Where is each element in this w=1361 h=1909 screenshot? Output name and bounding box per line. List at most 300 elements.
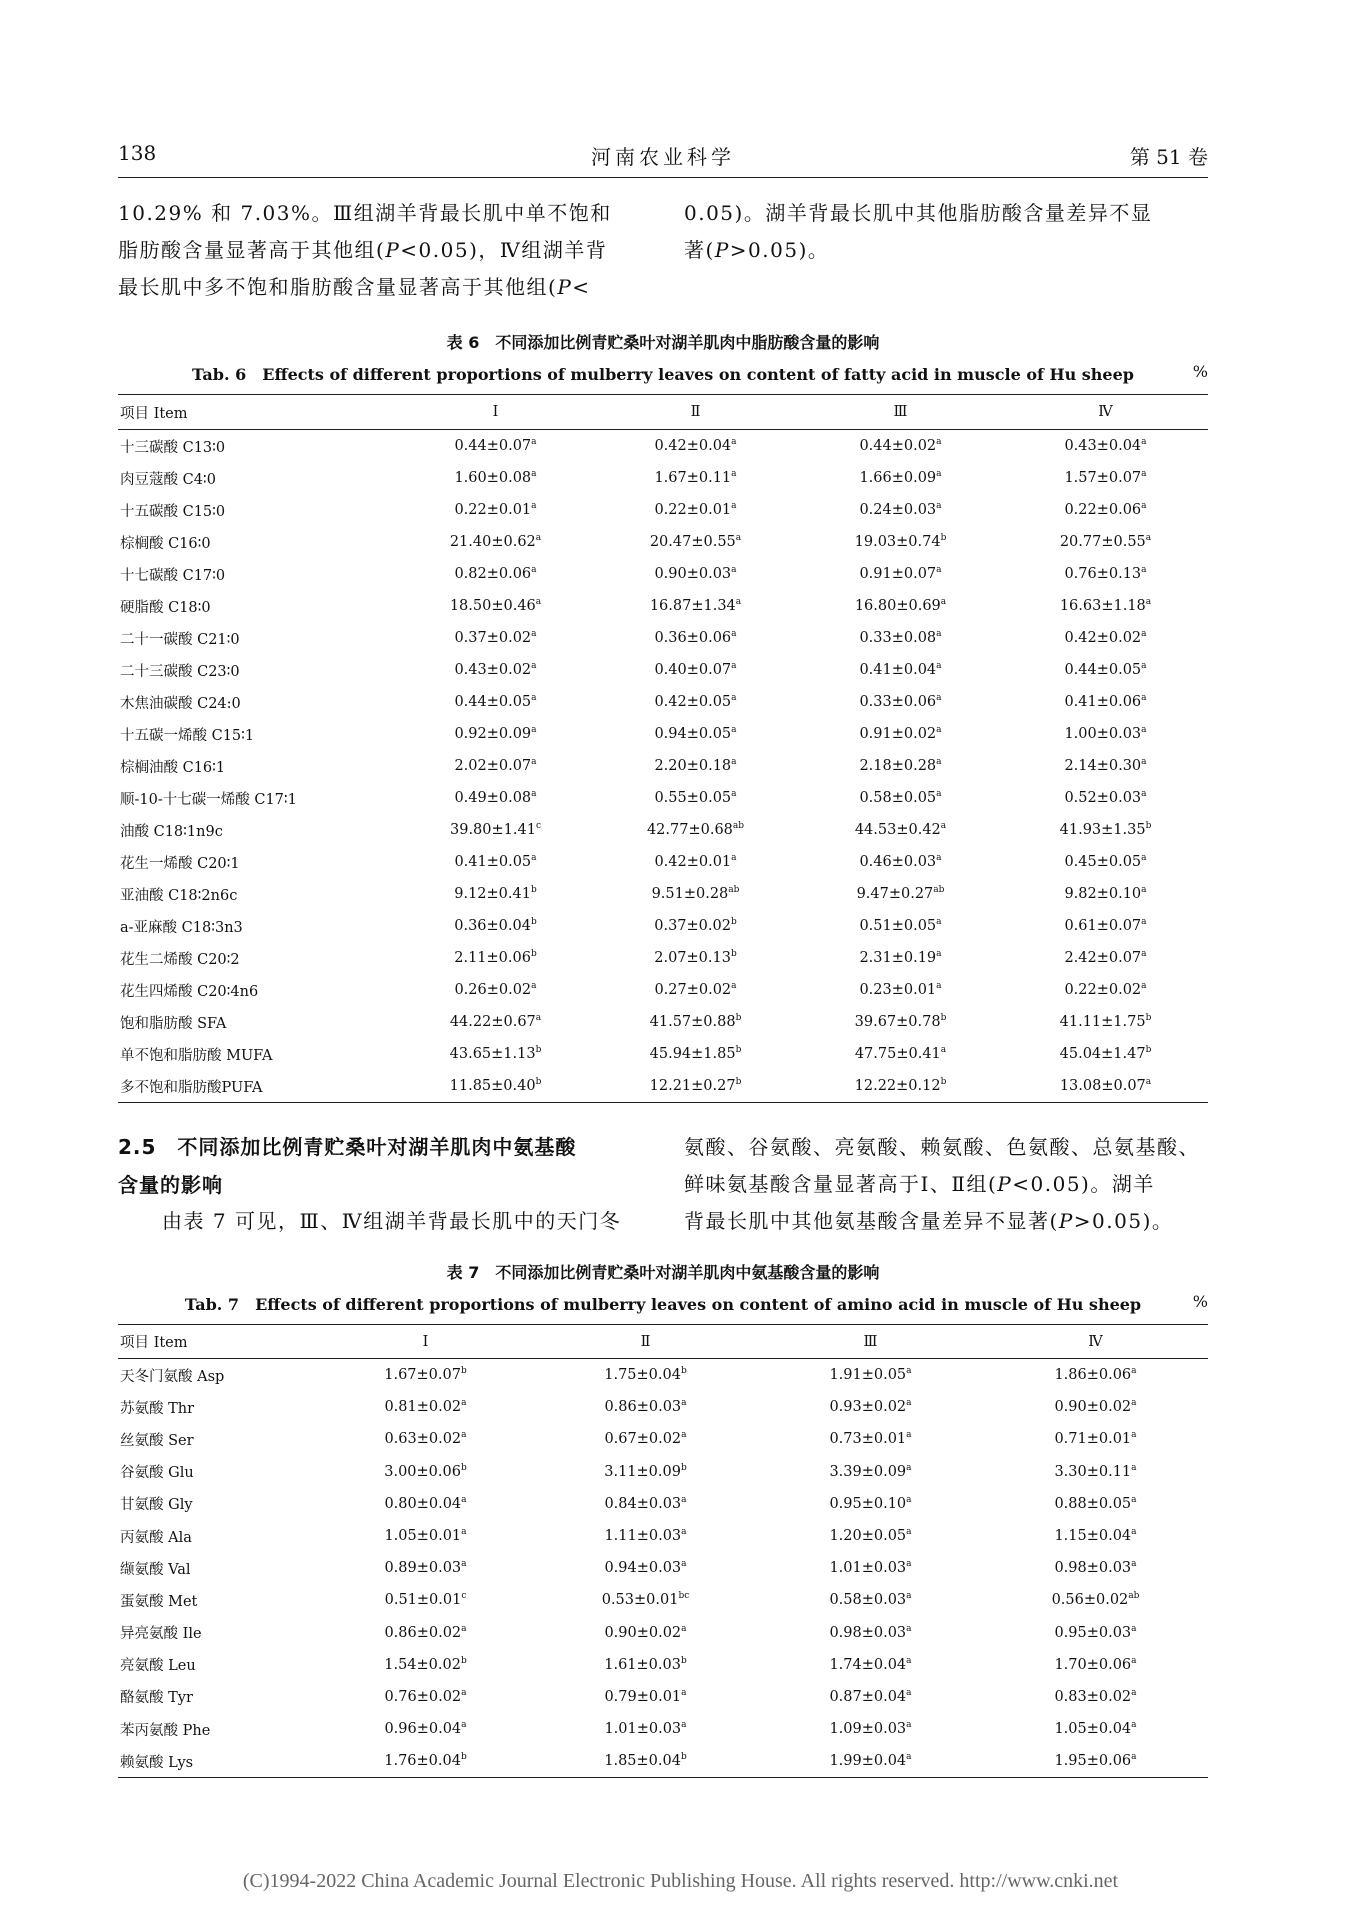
table-row: [118, 430, 1208, 463]
significance-letter: a: [1131, 1623, 1137, 1634]
column-header-item: 项目 Item: [118, 1325, 318, 1359]
value-cell: [318, 1552, 533, 1584]
significance-letter: a: [1141, 501, 1147, 511]
significance-letter: b: [460, 1655, 467, 1666]
significance-letter: a: [1141, 629, 1147, 639]
cell-value: 1.67±0.11: [654, 470, 732, 486]
cell-value: 44.53±0.42: [854, 822, 941, 838]
significance-letter: a: [1145, 1077, 1152, 1087]
cell-value: 0.67±0.02: [604, 1431, 682, 1448]
row-label: 酪氨酸 Tyr: [120, 1690, 193, 1707]
cell-value: 0.37±0.02: [454, 630, 532, 646]
significance-letter: b: [535, 1077, 542, 1087]
cell-value: 0.26±0.02: [454, 982, 532, 998]
value-cell: [798, 526, 1003, 558]
row-label: 单不饱和脂肪酸 MUFA: [120, 1047, 273, 1064]
significance-letter: a: [906, 1655, 912, 1666]
unit-label: %: [1192, 362, 1208, 381]
value-cell: [398, 718, 593, 750]
value-cell: [758, 1681, 983, 1713]
value-cell: [533, 1713, 758, 1745]
significance-letter: ab: [933, 885, 945, 895]
cell-value: 45.04±1.47: [1059, 1046, 1146, 1062]
cell-value: 12.21±0.27: [649, 1078, 736, 1094]
cell-value: 13.08±0.07: [1059, 1078, 1146, 1094]
value-cell: [758, 1520, 983, 1552]
significance-letter: a: [531, 437, 537, 447]
text-run: <0.05)，Ⅳ组湖羊背: [400, 238, 608, 262]
journal-title: 河南农业科学: [591, 145, 735, 169]
significance-letter: a: [731, 789, 737, 799]
cell-value: 0.91±0.02: [859, 726, 937, 742]
significance-letter: a: [1131, 1462, 1137, 1473]
cell-value: 0.36±0.04: [454, 918, 531, 934]
significance-letter: ab: [728, 885, 740, 895]
table7: [118, 1324, 1208, 1778]
significance-letter: a: [906, 1752, 912, 1763]
cell-value: 0.27±0.02: [654, 982, 732, 998]
row-label: 丝氨酸 Ser: [120, 1432, 194, 1449]
significance-letter: a: [731, 853, 737, 863]
cell-value: 16.80±0.69: [854, 598, 941, 614]
caption-text: Tab. 6 Effects of different proportions of mulberry leaves on content of fatty acid in muscle of Hu sheep: [192, 365, 1134, 384]
value-cell: [398, 782, 593, 814]
cell-value: 0.41±0.05: [454, 854, 532, 870]
cell-value: 0.44±0.05: [454, 694, 532, 710]
cell-value: 0.22±0.02: [1064, 982, 1142, 998]
value-cell: [983, 1520, 1208, 1552]
value-cell: [1003, 494, 1208, 526]
significance-letter: a: [461, 1430, 467, 1441]
table7-body: [118, 1359, 1208, 1778]
row-label: 十五碳一烯酸 C15∶1: [120, 727, 255, 744]
significance-letter: ab: [732, 821, 745, 831]
p-italic: P: [714, 238, 730, 262]
value-cell: [758, 1488, 983, 1520]
significance-letter: a: [940, 597, 947, 607]
significance-letter: a: [1141, 949, 1147, 959]
significance-letter: a: [731, 437, 737, 447]
cell-value: 0.55±0.05: [654, 790, 732, 806]
significance-letter: b: [1145, 1013, 1152, 1023]
table-row: [118, 494, 1208, 526]
value-cell: [593, 590, 798, 622]
cell-value: 1.05±0.04: [1054, 1721, 1132, 1738]
cell-value: 1.00±0.03: [1064, 726, 1142, 742]
text-run: <0.05)。湖羊: [1012, 1172, 1155, 1196]
value-cell: [318, 1617, 533, 1649]
value-cell: [983, 1713, 1208, 1745]
section-left-para: 由表 7 可见，Ⅲ、Ⅳ组湖羊背最长肌中的天门冬: [162, 1209, 622, 1233]
cell-value: 2.07±0.13: [654, 950, 731, 966]
row-label: 二十三碳酸 C23∶0: [120, 663, 240, 680]
cell-value: 0.37±0.02: [654, 918, 731, 934]
significance-letter: a: [1131, 1559, 1137, 1570]
value-cell: [533, 1423, 758, 1455]
significance-letter: b: [460, 1366, 467, 1377]
table-row: [118, 1649, 1208, 1681]
value-cell: [1003, 462, 1208, 494]
intro-line: 0.05)。湖羊背最长肌中其他脂肪酸含量差异不显: [684, 201, 1153, 225]
table-row: [118, 1617, 1208, 1649]
p-italic: P: [1058, 1209, 1074, 1233]
table-row: [118, 718, 1208, 750]
cell-value: 0.43±0.04: [1064, 438, 1142, 454]
value-cell: [398, 878, 593, 910]
cell-value: 9.12±0.41: [454, 886, 531, 902]
significance-letter: b: [1145, 1045, 1152, 1055]
header-row: [118, 1325, 1208, 1359]
cell-value: 0.94±0.03: [604, 1560, 682, 1577]
significance-letter: b: [680, 1655, 687, 1666]
value-cell: [593, 622, 798, 654]
cell-value: 1.57±0.07: [1064, 470, 1142, 486]
significance-letter: a: [1141, 885, 1147, 895]
cell-value: 0.81±0.02: [384, 1399, 462, 1416]
table6: [118, 394, 1208, 1103]
significance-letter: a: [906, 1494, 912, 1505]
table-row: [118, 1713, 1208, 1745]
significance-letter: b: [680, 1366, 687, 1377]
text-run: >0.05)。: [729, 238, 830, 262]
value-cell: [798, 750, 1003, 782]
cell-value: 1.66±0.09: [859, 470, 937, 486]
heading-line: 含量的影响: [118, 1173, 223, 1197]
significance-letter: a: [535, 597, 542, 607]
significance-letter: a: [461, 1623, 467, 1634]
significance-letter: ab: [1128, 1591, 1140, 1602]
value-cell: [593, 526, 798, 558]
cell-value: 1.54±0.02: [384, 1656, 461, 1673]
cell-value: 0.41±0.04: [859, 662, 937, 678]
value-cell: [798, 622, 1003, 654]
text-run: 著(: [684, 238, 715, 262]
value-cell: [983, 1423, 1208, 1455]
table7-caption-cn: 表 7 不同添加比例青贮桑叶对湖羊肌肉中氨基酸含量的影响: [446, 1263, 880, 1282]
value-cell: [1003, 654, 1208, 686]
cell-value: 20.47±0.55: [649, 534, 736, 550]
value-cell: [798, 846, 1003, 878]
value-cell: [593, 1038, 798, 1070]
significance-letter: b: [1145, 821, 1152, 831]
table-row: [118, 1488, 1208, 1520]
row-label: 蛋氨酸 Met: [120, 1593, 198, 1610]
column-header-group: Ⅳ: [1003, 395, 1208, 430]
value-cell: [1003, 718, 1208, 750]
intro-line: 10.29% 和 7.03%。Ⅲ组湖羊背最长肌中单不饱和: [118, 201, 612, 225]
cell-value: 0.90±0.02: [1054, 1399, 1132, 1416]
significance-letter: a: [731, 693, 737, 703]
value-cell: [398, 1038, 593, 1070]
column-header-group: Ⅱ: [593, 395, 798, 430]
significance-letter: a: [731, 469, 737, 479]
cell-value: 1.11±0.03: [604, 1528, 682, 1545]
significance-letter: b: [940, 1013, 947, 1023]
column-header-group: Ⅱ: [533, 1325, 758, 1359]
significance-letter: a: [731, 565, 737, 575]
significance-letter: a: [936, 437, 942, 447]
significance-letter: a: [461, 1720, 467, 1731]
value-cell: [398, 686, 593, 718]
table-row: [118, 1456, 1208, 1488]
significance-letter: a: [1141, 565, 1147, 575]
table-row: [118, 686, 1208, 718]
significance-letter: a: [531, 565, 537, 575]
cell-value: 0.43±0.02: [454, 662, 532, 678]
cell-value: 0.98±0.03: [829, 1624, 907, 1641]
cell-value: 20.77±0.55: [1059, 534, 1146, 550]
cell-value: 42.77±0.68: [646, 822, 733, 838]
significance-letter: a: [1145, 597, 1152, 607]
cell-value: 2.31±0.19: [859, 950, 937, 966]
cell-value: 43.65±1.13: [449, 1046, 536, 1062]
significance-letter: a: [531, 853, 537, 863]
row-label: 十三碳酸 C13∶0: [120, 439, 226, 456]
significance-letter: a: [531, 789, 537, 799]
value-cell: [758, 1423, 983, 1455]
cell-value: 1.76±0.04: [384, 1753, 461, 1770]
significance-letter: c: [535, 821, 541, 831]
cell-value: 9.47±0.27: [856, 886, 934, 902]
significance-letter: a: [1141, 661, 1147, 671]
value-cell: [398, 494, 593, 526]
value-cell: [758, 1584, 983, 1616]
cell-value: 1.67±0.07: [384, 1367, 461, 1384]
significance-letter: a: [936, 757, 942, 767]
value-cell: [798, 1038, 1003, 1070]
significance-letter: a: [936, 725, 942, 735]
cell-value: 9.51±0.28: [651, 886, 729, 902]
cell-value: 1.15±0.04: [1054, 1528, 1132, 1545]
cell-value: 0.22±0.01: [654, 502, 732, 518]
significance-letter: a: [681, 1623, 687, 1634]
significance-letter: a: [681, 1687, 687, 1698]
significance-letter: a: [1131, 1655, 1137, 1666]
table6-header: [118, 395, 1208, 430]
cell-value: 0.61±0.07: [1064, 918, 1142, 934]
table-row: [118, 878, 1208, 910]
value-cell: [318, 1649, 533, 1681]
table7-caption-en: [118, 1292, 1208, 1315]
value-cell: [398, 526, 593, 558]
value-cell: [318, 1745, 533, 1778]
section-heading: [118, 1128, 640, 1204]
cell-value: 0.82±0.06: [454, 566, 532, 582]
value-cell: [758, 1391, 983, 1423]
cell-value: 12.22±0.12: [854, 1078, 941, 1094]
cell-value: 3.11±0.09: [604, 1463, 681, 1480]
value-cell: [798, 1006, 1003, 1038]
value-cell: [398, 974, 593, 1006]
cell-value: 2.14±0.30: [1064, 758, 1142, 774]
value-cell: [318, 1584, 533, 1616]
cell-value: 0.42±0.02: [1064, 630, 1142, 646]
cell-value: 0.79±0.01: [604, 1688, 682, 1705]
significance-letter: a: [461, 1398, 467, 1409]
value-cell: [798, 814, 1003, 846]
cell-value: 0.88±0.05: [1054, 1495, 1132, 1512]
significance-letter: a: [531, 501, 537, 511]
intro-line: [118, 232, 640, 269]
significance-letter: a: [531, 981, 537, 991]
significance-letter: a: [936, 469, 942, 479]
row-label: 缬氨酸 Val: [120, 1561, 191, 1578]
cell-value: 0.36±0.06: [654, 630, 732, 646]
cell-value: 0.53±0.01: [601, 1592, 679, 1609]
text-run: <: [572, 275, 591, 299]
value-cell: [593, 750, 798, 782]
row-label: 亚油酸 C18∶2n6c: [120, 887, 238, 904]
value-cell: [798, 590, 1003, 622]
value-cell: [983, 1488, 1208, 1520]
significance-letter: a: [1141, 981, 1147, 991]
significance-letter: a: [906, 1462, 912, 1473]
value-cell: [398, 750, 593, 782]
row-label: 谷氨酸 Glu: [120, 1465, 194, 1482]
significance-letter: a: [1131, 1430, 1137, 1441]
cell-value: 45.94±1.85: [649, 1046, 736, 1062]
value-cell: [798, 430, 1003, 463]
significance-letter: a: [1131, 1752, 1137, 1763]
cell-value: 0.56±0.02: [1051, 1592, 1129, 1609]
value-cell: [318, 1713, 533, 1745]
cell-value: 39.67±0.78: [854, 1014, 941, 1030]
cell-value: 0.73±0.01: [829, 1431, 907, 1448]
page-header: [118, 137, 1208, 178]
cell-value: 0.52±0.03: [1064, 790, 1142, 806]
cell-value: 39.80±1.41: [450, 822, 536, 838]
value-cell: [398, 942, 593, 974]
table-row: [118, 1520, 1208, 1552]
value-cell: [798, 494, 1003, 526]
value-cell: [593, 462, 798, 494]
cell-value: 9.82±0.10: [1064, 886, 1142, 902]
value-cell: [398, 1006, 593, 1038]
cell-value: 0.86±0.02: [384, 1624, 462, 1641]
cell-value: 0.95±0.10: [829, 1495, 907, 1512]
significance-letter: a: [906, 1559, 912, 1570]
significance-letter: b: [730, 917, 737, 927]
cell-value: 2.02±0.07: [454, 758, 532, 774]
column-header-group: Ⅲ: [758, 1325, 983, 1359]
significance-letter: a: [731, 501, 737, 511]
table-row: [118, 526, 1208, 558]
table-row: [118, 1391, 1208, 1423]
significance-letter: a: [1141, 757, 1147, 767]
table-row: [118, 782, 1208, 814]
p-italic: P: [997, 1172, 1013, 1196]
significance-letter: a: [936, 853, 942, 863]
value-cell: [798, 1070, 1003, 1103]
table-row: [118, 1745, 1208, 1778]
value-cell: [1003, 526, 1208, 558]
significance-letter: a: [940, 1045, 947, 1055]
row-label: 十五碳酸 C15∶0: [120, 503, 226, 520]
significance-letter: a: [735, 533, 742, 543]
value-cell: [1003, 686, 1208, 718]
value-cell: [593, 814, 798, 846]
significance-letter: a: [461, 1527, 467, 1538]
value-cell: [593, 1006, 798, 1038]
table-row: [118, 1552, 1208, 1584]
header-row: [118, 395, 1208, 430]
cell-value: 1.91±0.05: [829, 1367, 907, 1384]
cell-value: 0.46±0.03: [859, 854, 937, 870]
cell-value: 0.42±0.04: [654, 438, 732, 454]
cell-value: 0.33±0.08: [859, 630, 937, 646]
heading-line: 2.5 不同添加比例青贮桑叶对湖羊肌肉中氨基酸: [118, 1135, 577, 1159]
cell-value: 0.76±0.13: [1064, 566, 1142, 582]
significance-letter: a: [906, 1720, 912, 1731]
text-run: 背最长肌中其他氨基酸含量差异不显著(: [684, 1209, 1059, 1233]
table-row: [118, 942, 1208, 974]
column-header-group: Ⅰ: [398, 395, 593, 430]
significance-letter: a: [906, 1623, 912, 1634]
significance-letter: a: [906, 1366, 912, 1377]
value-cell: [533, 1745, 758, 1778]
section-right-column: [684, 1129, 1206, 1240]
table6-caption-en: [118, 362, 1208, 385]
page-number: 138: [118, 141, 157, 165]
row-label: 花生四烯酸 C20∶4n6: [120, 983, 259, 1000]
row-label: 顺-10-十七碳一烯酸 C17∶1: [120, 791, 297, 808]
significance-letter: a: [936, 501, 942, 511]
value-cell: [1003, 942, 1208, 974]
value-cell: [798, 718, 1003, 750]
value-cell: [533, 1649, 758, 1681]
cell-value: 0.33±0.06: [859, 694, 937, 710]
significance-letter: a: [731, 757, 737, 767]
value-cell: [1003, 846, 1208, 878]
column-header-group: Ⅳ: [983, 1325, 1208, 1359]
significance-letter: a: [735, 597, 742, 607]
value-cell: [398, 558, 593, 590]
significance-letter: c: [461, 1591, 467, 1602]
text-run: 脂肪酸含量显著高于其他组(: [118, 238, 386, 262]
row-label: 甘氨酸 Gly: [120, 1497, 193, 1514]
value-cell: [1003, 430, 1208, 463]
significance-letter: a: [1141, 917, 1147, 927]
cell-value: 0.63±0.02: [384, 1431, 462, 1448]
value-cell: [798, 558, 1003, 590]
value-cell: [398, 846, 593, 878]
significance-letter: a: [906, 1398, 912, 1409]
row-label: 十七碳酸 C17∶0: [120, 567, 226, 584]
cell-value: 0.44±0.02: [859, 438, 937, 454]
intro-left-column: [118, 195, 640, 306]
value-cell: [1003, 782, 1208, 814]
value-cell: [798, 686, 1003, 718]
row-label: 异亮氨酸 Ile: [120, 1626, 202, 1643]
cell-value: 0.98±0.03: [1054, 1560, 1132, 1577]
value-cell: [318, 1391, 533, 1423]
p-italic: P: [385, 238, 401, 262]
value-cell: [593, 878, 798, 910]
table-row: [118, 750, 1208, 782]
row-label: 饱和脂肪酸 SFA: [120, 1015, 227, 1032]
cell-value: 0.96±0.04: [384, 1721, 462, 1738]
value-cell: [533, 1520, 758, 1552]
cell-value: 41.11±1.75: [1059, 1014, 1146, 1030]
cell-value: 0.93±0.02: [829, 1399, 907, 1416]
cell-value: 21.40±0.62: [449, 534, 536, 550]
table-row: [118, 910, 1208, 942]
significance-letter: a: [1131, 1720, 1137, 1731]
value-cell: [318, 1423, 533, 1455]
value-cell: [593, 846, 798, 878]
p-italic: P: [557, 275, 573, 299]
value-cell: [318, 1359, 533, 1392]
